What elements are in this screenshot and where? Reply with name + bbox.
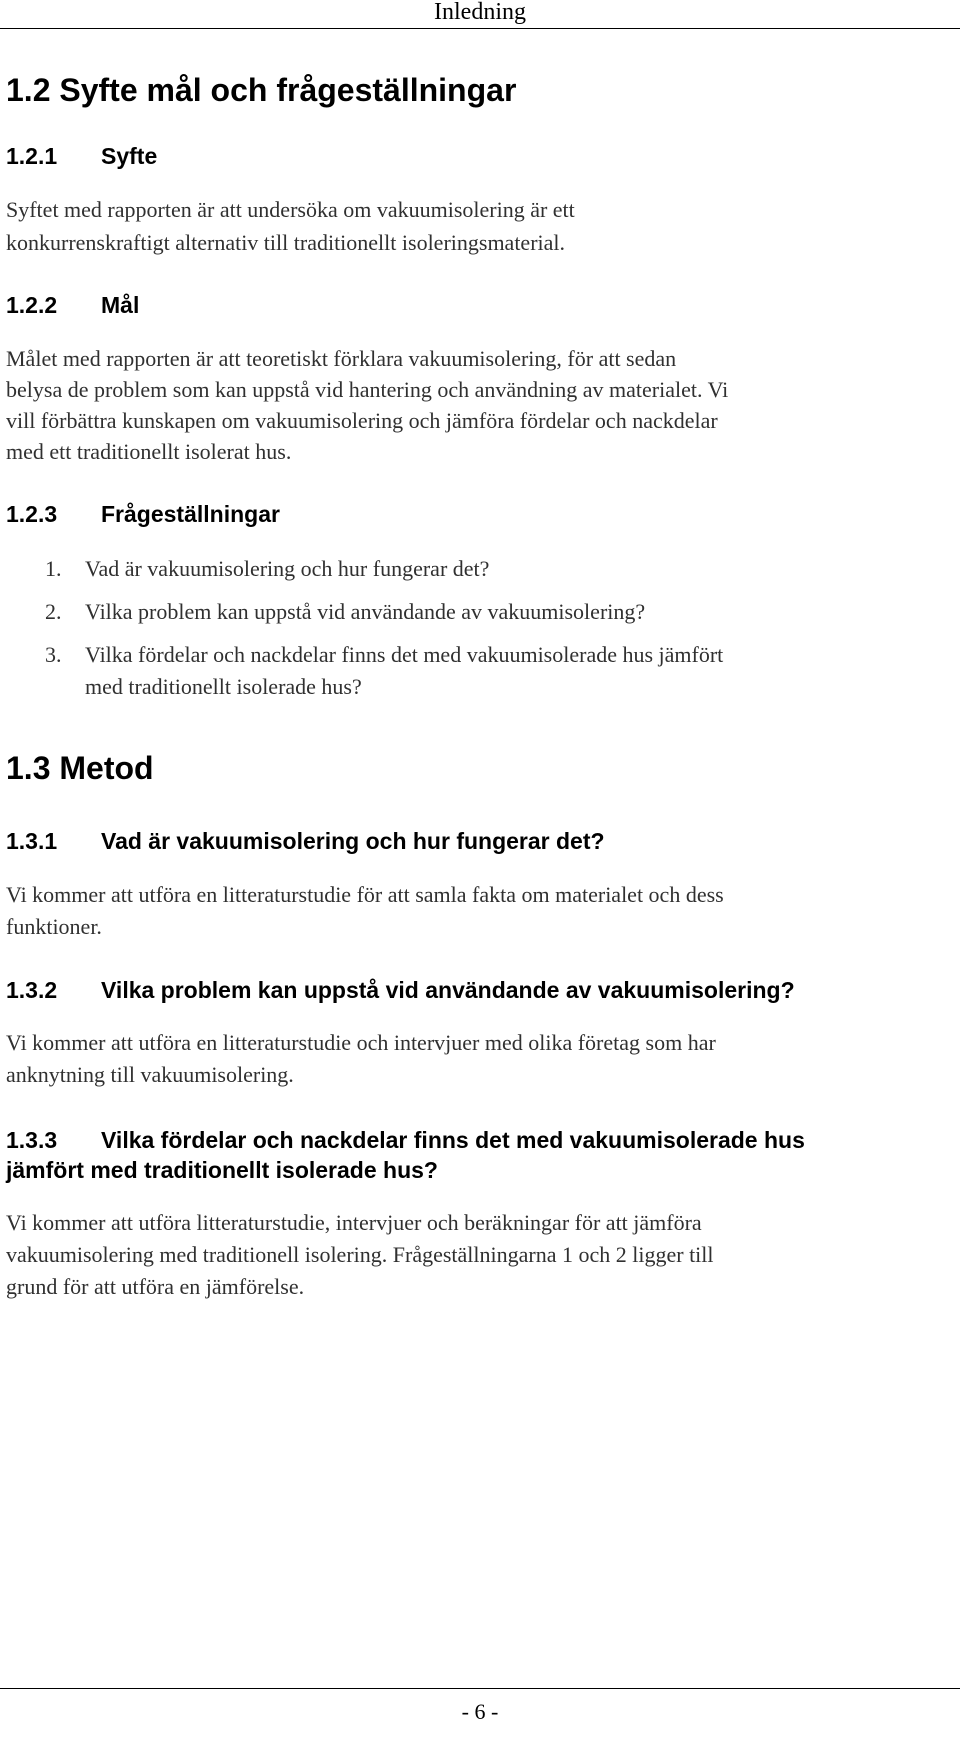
paragraph-line: med ett traditionellt isolerat hus. [6,439,292,464]
section-heading-1-3: 1.3 Metod [6,750,154,786]
subsection-number: 1.3.3 [6,1127,58,1153]
subsection-title: Syfte [101,143,158,169]
subsection-heading-1-3-2 [6,976,795,1004]
subsection-number: 1.2.2 [6,292,58,318]
paragraph-line: anknytning till vakuumisolering. [6,1062,294,1087]
paragraph-line: belysa de problem som kan uppstå vid hantering och användning av materialet. Vi [6,377,729,402]
subsection-title: Vad är vakuumisolering och hur fungerar det? [101,828,605,854]
section-heading-1-2: 1.2 Syfte mål och frågeställningar [6,72,517,108]
paragraph-line: vakuumisolering med traditionell isolering. Frågeställningarna 1 och 2 ligger till [6,1242,714,1267]
subsection-title: Vilka problem kan uppstå vid användande av vakuumisolering? [101,977,795,1003]
question-number: 2. [45,599,62,624]
paragraph-line: funktioner. [6,914,102,939]
question-list-item [45,595,645,628]
question-list-item [45,552,489,585]
subsection-heading-1-3-1 [6,827,605,855]
paragraph-line: Vi kommer att utföra litteraturstudie, intervjuer och beräkningar för att jämföra [6,1210,702,1235]
subsection-number: 1.2.1 [6,143,58,169]
running-header: Inledning [434,0,526,25]
question-number: 1. [45,556,62,581]
subsection-heading-1-2-2 [6,291,139,319]
subsection-title: Frågeställningar [101,501,280,527]
subsection-heading-1-3-3 [6,1126,805,1154]
question-text: Vilka problem kan uppstå vid användande av vakuumisolering? [85,599,646,624]
page-number: - 6 - [461,1699,499,1724]
paragraph-line: konkurrenskraftigt alternativ till traditionellt isoleringsmaterial. [6,230,566,255]
question-number: 3. [45,642,62,667]
question-text: Vilka fördelar och nackdelar finns det med vakuumisolerade hus jämfört [85,642,724,667]
question-list-item [45,638,723,671]
subsection-heading-1-2-1 [6,142,157,170]
subsection-title-continuation: jämfört med traditionellt isolerade hus? [6,1157,438,1183]
paragraph-line: grund för att utföra en jämförelse. [6,1274,305,1299]
header-rule [0,28,960,29]
subsection-number: 1.3.2 [6,977,58,1003]
subsection-number: 1.3.1 [6,828,58,854]
paragraph-line: Syftet med rapporten är att undersöka om vakuumisolering är ett [6,197,575,222]
paragraph-line: Vi kommer att utföra en litteraturstudie för att samla fakta om materialet och dess [6,882,724,907]
subsection-number: 1.2.3 [6,501,58,527]
paragraph-line: Vi kommer att utföra en litteraturstudie och intervjuer med olika företag som har [6,1030,716,1055]
paragraph-line: Målet med rapporten är att teoretiskt förklara vakuumisolering, för att sedan [6,346,677,371]
footer-rule [0,1688,960,1689]
subsection-heading-1-2-3 [6,500,280,528]
question-text: Vad är vakuumisolering och hur fungerar det? [85,556,490,581]
paragraph-line: vill förbättra kunskapen om vakuumisolering och jämföra fördelar och nackdelar [6,408,718,433]
subsection-title: Vilka fördelar och nackdelar finns det med vakuumisolerade hus [101,1127,805,1153]
subsection-title: Mål [101,292,140,318]
question-list-item-continuation [45,670,362,703]
question-text: med traditionellt isolerade hus? [85,674,362,699]
